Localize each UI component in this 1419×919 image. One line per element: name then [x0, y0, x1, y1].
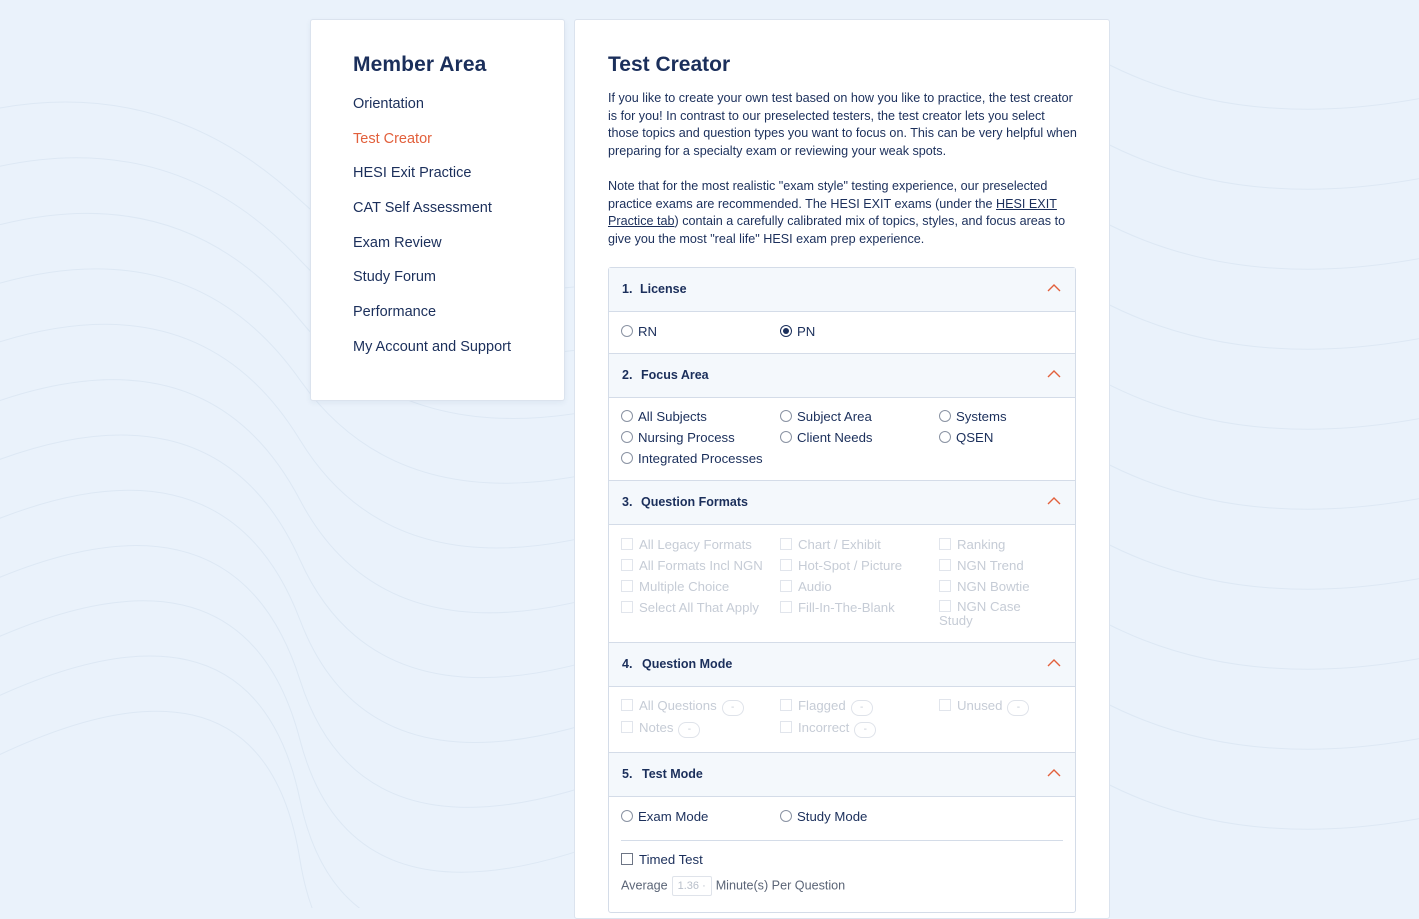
checkbox-icon	[780, 601, 792, 613]
mode-option-unused[interactable]	[939, 698, 1029, 716]
option-label: Unused	[957, 698, 1003, 713]
focus-option-all-subjects[interactable]	[621, 409, 707, 425]
member-area-sidebar	[310, 19, 565, 401]
count-badge: -	[722, 700, 744, 716]
chevron-up-icon[interactable]	[1047, 658, 1061, 668]
checkbox-icon	[621, 721, 633, 733]
radio-icon	[939, 431, 951, 443]
option-label: All Subjects	[638, 409, 707, 424]
option-label: Client Needs	[797, 430, 873, 445]
focus-option-qsen[interactable]	[939, 430, 993, 446]
radio-icon	[780, 810, 792, 822]
checkbox-icon	[621, 538, 633, 550]
section-number: 1.	[622, 282, 633, 296]
option-label: RN	[638, 324, 658, 339]
license-section-header[interactable]	[609, 268, 1075, 312]
mode-option-incorrect[interactable]	[780, 720, 876, 738]
count-badge: -	[851, 700, 873, 716]
minutes-per-question-stepper[interactable]: 1.36 ·	[672, 876, 712, 896]
option-label: Fill-In-The-Blank	[798, 600, 895, 615]
count-badge: -	[1007, 700, 1029, 716]
sidebar-item-test-creator[interactable]: Test Creator	[353, 130, 432, 147]
option-label: NGN Bowtie	[957, 579, 1030, 594]
sidebar-title: Member Area	[353, 53, 487, 76]
timed-test-checkbox[interactable]	[621, 852, 703, 868]
checkbox-icon	[780, 699, 792, 711]
option-label: Subject Area	[797, 409, 872, 424]
note-text	[608, 178, 1078, 248]
radio-icon	[780, 410, 792, 422]
option-label: Incorrect	[798, 720, 850, 735]
license-section-body	[609, 312, 1075, 354]
chevron-up-icon[interactable]	[1047, 496, 1061, 506]
section-title: Question Formats	[641, 495, 748, 509]
question-formats-section-header[interactable]	[609, 481, 1075, 525]
option-label: Flagged	[798, 698, 846, 713]
checkbox-icon	[780, 721, 792, 733]
option-label: Select All That Apply	[639, 600, 759, 615]
checkbox-icon	[780, 538, 792, 550]
section-number: 2.	[622, 368, 633, 382]
option-label: Ranking	[957, 537, 1006, 552]
focus-area-section-header[interactable]	[609, 354, 1075, 398]
sidebar-item-cat-self-assessment[interactable]: CAT Self Assessment	[353, 200, 492, 217]
radio-icon	[621, 325, 633, 337]
focus-option-client-needs[interactable]	[780, 430, 873, 446]
sidebar-item-hesi-exit-practice[interactable]: HESI Exit Practice	[353, 165, 472, 182]
checkbox-icon	[621, 580, 633, 592]
test-creator-panel	[574, 19, 1110, 919]
option-label: Multiple Choice	[639, 579, 730, 594]
test-mode-section-header[interactable]	[609, 753, 1075, 797]
option-label: Hot-Spot / Picture	[798, 558, 903, 573]
chevron-up-icon[interactable]	[1047, 369, 1061, 379]
option-label: Notes	[639, 720, 674, 735]
test-mode-option-exam[interactable]	[621, 809, 708, 825]
option-label: Exam Mode	[638, 809, 709, 824]
option-label: All Formats Incl NGN	[639, 558, 763, 573]
format-option-ranking[interactable]	[939, 537, 1005, 553]
section-title: Test Mode	[642, 767, 703, 781]
option-label: PN	[797, 324, 816, 339]
test-mode-section-body	[609, 797, 1075, 912]
checkbox-icon	[939, 559, 951, 571]
checkbox-icon	[939, 600, 951, 612]
mode-option-notes[interactable]	[621, 720, 700, 738]
note-text-before: Note that for the most realistic "exam style" testing experience, our preselected practice exams are recommended. The HESI EXIT exams (under the	[608, 179, 1048, 211]
format-option-ngn-trend[interactable]	[939, 558, 1024, 574]
question-mode-section-header[interactable]	[609, 643, 1075, 687]
option-label: All Questions	[639, 698, 717, 713]
count-badge: -	[854, 722, 876, 738]
focus-option-nursing-process[interactable]	[621, 430, 735, 446]
format-option-ngn-case-study[interactable]	[939, 600, 1039, 628]
focus-option-systems[interactable]	[939, 409, 1007, 425]
format-option-multiple-choice[interactable]	[621, 579, 729, 595]
mode-option-all-questions[interactable]	[621, 698, 744, 716]
stepper-value: 1.36	[677, 880, 700, 892]
radio-icon	[621, 452, 633, 464]
option-label: All Legacy Formats	[639, 537, 752, 552]
radio-icon	[621, 810, 633, 822]
focus-option-subject-area[interactable]	[780, 409, 872, 425]
mode-option-flagged[interactable]	[780, 698, 873, 716]
sidebar-item-performance[interactable]: Performance	[353, 304, 437, 321]
format-option-all-legacy[interactable]	[621, 537, 752, 553]
option-label: Systems	[956, 409, 1007, 424]
checkbox-icon	[621, 853, 633, 865]
format-option-sata[interactable]	[621, 600, 759, 616]
hesi-exit-practice-link[interactable]: HESI EXIT Practice tab	[608, 196, 1057, 228]
radio-icon	[621, 431, 633, 443]
intro-text: If you like to create your own test based on how you like to practice, the test creator is for you! In contrast to our preselected testers, the test creator lets you select those topics and question types you want to focus on. This can be very helpful when preparing for a specialty exam or reviewing your weak spots.	[608, 91, 1077, 158]
section-title: Question Mode	[642, 657, 733, 671]
option-label: QSEN	[956, 430, 994, 445]
option-label: Study Mode	[797, 809, 868, 824]
checkbox-icon	[939, 699, 951, 711]
section-number: 4.	[622, 657, 633, 671]
radio-checked-icon	[780, 325, 792, 337]
note-text-after: ) contain a carefully calibrated mix of topics, styles, and focus areas to give you the most "real life" HESI exam prep experience.	[608, 214, 1066, 246]
section-title: License	[640, 282, 687, 296]
checkbox-icon	[939, 538, 951, 550]
divider	[621, 840, 1063, 841]
test-mode-option-study[interactable]	[780, 809, 867, 825]
radio-icon	[780, 431, 792, 443]
chevron-up-icon[interactable]	[1047, 768, 1061, 778]
test-options-accordion	[608, 267, 1076, 913]
count-badge: -	[678, 722, 700, 738]
average-time-row	[621, 876, 845, 896]
focus-option-integrated-processes[interactable]	[621, 451, 763, 467]
option-label: Audio	[798, 579, 832, 594]
format-option-hot-spot[interactable]	[780, 558, 902, 574]
option-label: NGN Trend	[957, 558, 1024, 573]
question-formats-section-body	[609, 525, 1075, 643]
option-label: NGN Case Study	[939, 599, 1021, 628]
license-option-pn[interactable]	[780, 324, 815, 340]
page-title: Test Creator	[608, 53, 731, 76]
format-option-ngn-bowtie[interactable]	[939, 579, 1030, 595]
option-label: Nursing Process	[638, 430, 735, 445]
sidebar-item-my-account[interactable]: My Account and Support	[353, 338, 511, 355]
average-label: Average	[621, 878, 668, 893]
format-option-chart-exhibit[interactable]	[780, 537, 881, 553]
format-option-audio[interactable]	[780, 579, 832, 595]
checkbox-icon	[621, 601, 633, 613]
format-option-all-incl-ngn[interactable]	[621, 558, 763, 574]
radio-icon	[939, 410, 951, 422]
radio-icon	[621, 410, 633, 422]
section-title: Focus Area	[641, 368, 709, 382]
focus-area-section-body	[609, 398, 1075, 481]
checkbox-icon	[780, 580, 792, 592]
chevron-up-icon[interactable]	[1047, 283, 1061, 293]
option-label: Integrated Processes	[638, 451, 763, 466]
option-label: Chart / Exhibit	[798, 537, 881, 552]
section-number: 5.	[622, 767, 633, 781]
average-suffix-label: Minute(s) Per Question	[715, 878, 846, 893]
section-number: 3.	[622, 495, 633, 509]
sidebar-item-study-forum[interactable]: Study Forum	[353, 269, 436, 286]
checkbox-icon	[621, 559, 633, 571]
sidebar-item-exam-review[interactable]: Exam Review	[353, 234, 442, 251]
checkbox-icon	[780, 559, 792, 571]
sidebar-nav	[353, 94, 511, 372]
checkbox-icon	[621, 699, 633, 711]
license-option-rn[interactable]	[621, 324, 657, 340]
option-label: Timed Test	[639, 852, 703, 867]
sidebar-item-orientation[interactable]: Orientation	[353, 96, 424, 112]
format-option-fill-in-blank[interactable]	[780, 600, 895, 616]
checkbox-icon	[939, 580, 951, 592]
question-mode-section-body	[609, 687, 1075, 753]
